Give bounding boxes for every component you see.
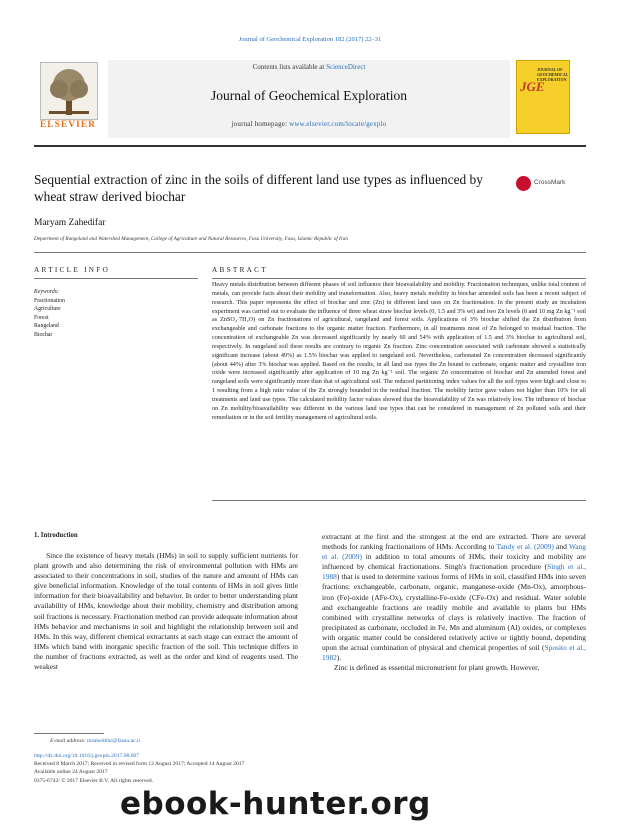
- online-date: Available online 24 August 2017: [34, 769, 108, 776]
- contents-prefix: Contents lists available at: [252, 63, 327, 71]
- citation-link[interactable]: Singh et al., 1988: [322, 562, 586, 582]
- author-name: Maryam Zahedifar: [34, 218, 106, 228]
- contents-line: [108, 63, 510, 71]
- introduction-paragraph: Zinc is defined as essential micronutrient for plant growth. However,: [334, 663, 540, 673]
- elsevier-tree-icon: [40, 62, 98, 120]
- cover-abbreviation: JGE: [520, 79, 545, 94]
- text-run: ) that is used to determine various forms of HMs in soil, classified HMs into seven fractions: exchangeable, carbonate, organic, manganese-oxide (Mn-Ox), amorphous-iron (Fe)-oxide (AFe-Ox), crystalline-Fe-oxide (CFe-Ox) and residual. Water soluble and exchangeable fractions are readily mobile and available to plants but HMs combined with crystalline networks of clays is relatively inactive. The fraction of precipitated as carbonate, occluded in Fe, Mn and aluminum (Al) oxides, or complexes with organic matter could be considered relatively active or tightly bound, depending upon the actual combination of physical and chemical properties of soil (: [322, 572, 586, 653]
- keywords-label: Keywords:: [34, 289, 59, 295]
- text-run: ).: [336, 653, 342, 663]
- author-affiliation: Department of Rangeland and Watershed Management, College of Agriculture and Natural Resources, Fasa University, Fasa, Islamic Republic of Iran: [34, 236, 348, 242]
- homepage-link[interactable]: www.elsevier.com/locate/gexplo: [289, 120, 387, 128]
- text-run: extractant at the first and the strongest at the end are extracted. There are several methods for ranking fractionations of HMs. According to: [322, 532, 586, 552]
- article-info-heading: ARTICLE INFO: [34, 266, 111, 274]
- keyword-item: Agriculture: [34, 306, 61, 313]
- footnote-divider: [34, 733, 104, 734]
- cover-title: JOURNAL OF GEOCHEMICAL EXPLORATION: [537, 67, 569, 82]
- crossmark-icon: [516, 176, 531, 191]
- homepage-prefix: journal homepage:: [231, 120, 290, 128]
- received-dates: Received 8 March 2017; Received in revised form 12 August 2017; Accepted 14 August 2017: [34, 761, 245, 768]
- elsevier-logo: [34, 60, 102, 134]
- journal-cover-thumbnail[interactable]: [516, 60, 570, 134]
- keywords-block: [34, 288, 65, 340]
- sciencedirect-link[interactable]: ScienceDirect: [326, 63, 366, 71]
- footnote: [50, 738, 140, 744]
- text-run: in addition to total amounts of HMs, their toxicity and mobility are influenced by chemical fractionations. Singh's fractionation procedure (: [322, 552, 586, 572]
- homepage-line: [108, 120, 510, 128]
- journal-reference[interactable]: Journal of Geochemical Exploration 182 (2017) 22–31: [238, 36, 382, 43]
- crossmark-badge[interactable]: [516, 174, 586, 194]
- keyword-item: Biochar: [34, 331, 53, 338]
- header-divider: [34, 145, 586, 147]
- introduction-right-column: [322, 532, 586, 673]
- introduction-heading: 1. Introduction: [34, 532, 78, 539]
- email-link[interactable]: mzahedifar@fasau.ac.ir: [87, 738, 141, 744]
- article-title: Sequential extraction of zinc in the soils of different land use types as influenced by wheat straw derived biochar: [34, 172, 483, 204]
- copyright-line: 0375-6742/ © 2017 Elsevier B.V. All rights reserved.: [34, 777, 154, 784]
- keyword-item: Forest: [34, 314, 49, 321]
- keyword-item: Rangeland: [34, 323, 59, 330]
- citation-link[interactable]: Wang et al. (2009): [322, 542, 586, 562]
- citation-link[interactable]: Tandy et al. (2009): [496, 542, 554, 552]
- text-run: and: [553, 542, 569, 552]
- journal-masthead: [108, 60, 510, 138]
- keyword-item: Fractionation: [34, 297, 65, 304]
- citation-link[interactable]: Sposito et al., 1982: [322, 643, 586, 663]
- footnote-label: E-mail address:: [50, 738, 88, 744]
- abstract-divider: [212, 278, 586, 279]
- publication-details: [34, 752, 244, 785]
- watermark-text: ebook-hunter.org: [120, 786, 431, 822]
- abstract-text: Heavy metals distribution between different phases of soil influence their bioavailability and mobility. Fractionation techniques, unlike total content of metals, can provide facts about their mobility and transformation. Also, heavy metals mobility in biochar amended soils has been a recent subject of research. This paper represents the effect of biochar and zinc (Zn) in different land uses on Zn fractionation. In the present study an incubation experiment was carried out to evaluate the influence of three wheat straw biochar levels (0, 1.5 and 3% wt) and two Zn levels (0 and 10 mg Zn kg⁻¹ soil as ZnSO₄·7H₂O) on Zn fractionations of agricultural, rangeland and forest soils. Applications of 3% biochar shifted the Zn distribution from exchangeable and carbonate fractions to the organic matter fraction. Furthermore, in all treatments most of Zn belonged to residual fraction. The concentration of exchangeable Zn was decreased significantly by nearly 60 and 54% with application of 1.5 and 3% biochar to agricultural soil, respectively. In rangeland soil these results are contrary to organic Zn fraction. Zinc concentration associated with carbonate showed a statistically significant increase (about 49%) as 1.5% biochar was applied to rangeland soil. Nevertheless, carbonated Zn concentration decreased significantly (about 44%) after 3% biochar was applied. Based on the results, in all land use types the Zn bound to carbonate, organic matter and crystalline iron oxide were increased significantly after application of 10 mg Zn kg⁻¹ soil. The organic Zn concentration of biochar and Zn amended forest and rangeland soils were significantly more than that of agricultural soil. The reduced partitioning index values for all the soil types were high and close to 1 resulting from a high ratio value of the Zn strongly bounded in the residual fraction. The mobility factor gave values not higher than 10% for all treatments and land use types. The calculated mobility factor values showed that the bioavailability of Zn was relatively low. The influence of biochar on Zn mobility/bioavailability was different in the various land use types that can be considered in management of Zn polluted soils and their remediation or in the soil fertility management of agricultural soils.: [212, 282, 586, 421]
- abstract-bottom-divider: [212, 500, 586, 501]
- doi-link[interactable]: http://dx.doi.org/10.1016/j.gexplo.2017.08.007: [34, 753, 140, 759]
- affiliation-divider: [34, 252, 586, 253]
- article-info-divider: [34, 278, 198, 279]
- introduction-paragraph: [322, 532, 586, 663]
- publisher-name: ELSEVIER: [39, 120, 97, 130]
- introduction-paragraph: Since the existence of heavy metals (HMs) in soil to supply sufficient nutrients for plant growth and also determining the risk of environmental pollution with HMs are associated to their concentrations in soil, studies of the nature and amount of HMs can give beneficial information. Knowledge of the total contents of HMs in soil gives little information for their bioavailability and behavior. In order to better understanding plant availability of HMs, knowledge about their mobility, chemistry and distribution among soil fractions is necessary. Fractionation method can provide adequate information about HMs behavior and mechanisms in soil and highlight the relationship between soil and HMs. In this way, different chemical extractants at each stage can extract the amount of HMs which band with inorganic specific fraction of the soil. This technique differs in the number of fractions extracted, as well as the order and kind of reagents used. The weakest: [34, 551, 298, 672]
- journal-name: Journal of Geochemical Exploration: [210, 88, 408, 103]
- abstract-heading: ABSTRACT: [212, 266, 268, 274]
- introduction-left-column: [34, 551, 298, 672]
- crossmark-label: CrossMark: [534, 179, 566, 186]
